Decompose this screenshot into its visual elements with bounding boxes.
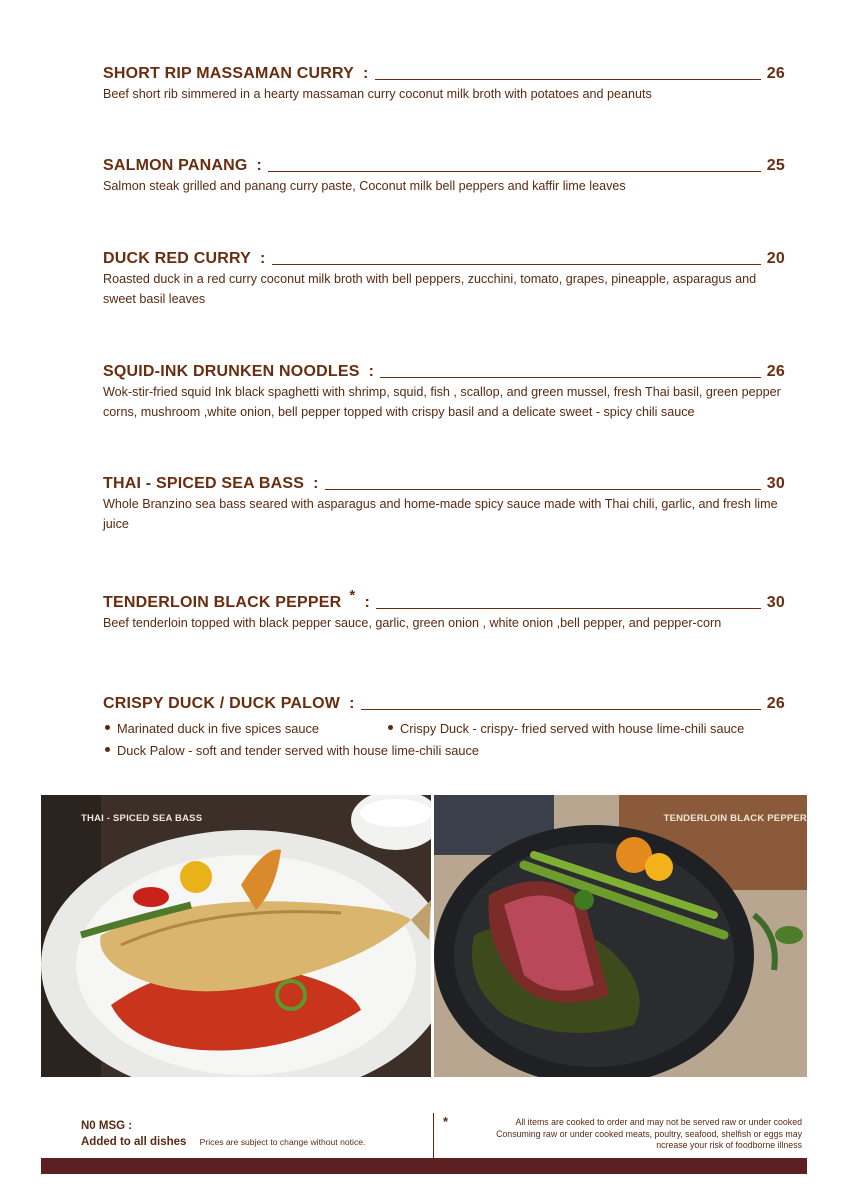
menu-item-price: 30 [766, 475, 785, 492]
menu-item-bullets [103, 718, 785, 766]
leader-line [380, 376, 761, 378]
leader-line [268, 170, 761, 172]
menu-item-name: TENDERLOIN BLACK PEPPER [103, 594, 342, 611]
photo-sea-bass [41, 795, 431, 1077]
msg-line-1: N0 MSG : [81, 1120, 133, 1132]
msg-line-2 [81, 1134, 365, 1150]
sea-bass-illustration [41, 795, 431, 1077]
menu-item-name: THAI - SPICED SEA BASS [103, 475, 305, 492]
menu-item-header [103, 362, 785, 382]
menu-item-description: Beef tenderloin topped with black pepper sauce, garlic, green onion , white onion ,bell pepper, and pepper-corn [103, 616, 722, 630]
tenderloin-illustration [434, 795, 807, 1077]
disclaimer-star: * [443, 1114, 449, 1129]
disclaimer [442, 1117, 802, 1152]
bullet-text: Duck Palow - soft and tender served with house lime-chili sauce [117, 743, 480, 758]
menu-item-description: Whole Branzino sea bass seared with asparagus and home-made spicy sauce made with Thai chili, garlic, and fresh lime juice [103, 497, 778, 531]
menu-item-header [103, 249, 785, 269]
menu-item-colon: : [349, 695, 355, 712]
menu-item-price: 26 [766, 695, 785, 712]
menu-item-header [103, 587, 785, 613]
menu-item-price: 20 [766, 250, 785, 267]
menu-item-price: 26 [766, 65, 785, 82]
bullet-item [105, 740, 479, 762]
menu-item-description: Wok-stir-fried squid Ink black spaghetti with shrimp, squid, fish , scallop, and green mussel, fresh Thai basil, green pepper corns, mushroom ,white onion, bell pepper topped with crispy basil and a delicate sweet - spicy chili sauce [103, 385, 781, 419]
menu-item-duck-red-curry [103, 249, 785, 309]
photo-caption: TENDERLOIN BLACK PEPPER [663, 813, 807, 824]
menu-item-description: Roasted duck in a red curry coconut milk broth with bell peppers, zucchini, tomato, grapes, pineapple, asparagus and sweet basil leaves [103, 272, 757, 306]
menu-item-colon: : [256, 157, 263, 174]
footer-bar [41, 1158, 807, 1174]
msg-line-2-text: Added to all dishes [81, 1136, 187, 1148]
menu-item-tenderloin [103, 587, 785, 633]
menu-item-sea-bass [103, 474, 785, 534]
menu-item-colon: : [260, 250, 266, 267]
leader-line [272, 263, 761, 265]
msg-note [81, 1118, 365, 1150]
menu-item-header [103, 156, 785, 176]
menu-item-description: Salmon steak grilled and panang curry paste, Coconut milk bell peppers and kaffir lime leaves [103, 179, 626, 193]
menu-item-colon: : [364, 594, 370, 611]
disclaimer-line: All items are cooked to order and may not be served raw or under cooked [515, 1117, 802, 1127]
menu-item-name: DUCK RED CURRY [103, 250, 251, 267]
leader-line [376, 607, 761, 609]
menu-item-header [103, 474, 785, 494]
menu-item-colon: : [368, 363, 375, 380]
bullet-dot-icon [105, 725, 110, 730]
bullet-dot-icon [105, 747, 110, 752]
menu-item-short-rib [103, 64, 785, 104]
menu-item-colon: : [313, 475, 319, 492]
disclaimer-line: ncrease your risk of foodborne illness [656, 1140, 802, 1150]
bullet-item [388, 718, 744, 740]
menu-item-description: Beef short rib simmered in a hearty massaman curry coconut milk broth with potatoes and peanuts [103, 87, 652, 101]
bullet-text: Crispy Duck - crispy- fried served with house lime-chili sauce [400, 721, 745, 736]
menu-item-colon: : [363, 65, 369, 82]
menu-item-name: SHORT RIP MASSAMAN CURRY [103, 65, 355, 82]
bullet-text: Marinated duck in five spices sauce [117, 721, 320, 736]
photo-caption: THAI - SPICED SEA BASS [81, 813, 203, 824]
leader-line [325, 488, 761, 490]
menu-item-squid-ink-noodles [103, 362, 785, 422]
menu-item-crispy-duck [103, 694, 785, 766]
bullet-dot-icon [388, 725, 393, 730]
disclaimer-line: Consuming raw or under cooked meats, poultry, seafood, shelfish or eggs may [496, 1128, 802, 1139]
menu-item-name: SQUID-INK DRUNKEN NOODLES [103, 363, 360, 380]
photo-tenderloin [434, 795, 807, 1077]
leader-line [375, 78, 761, 80]
menu-item-header [103, 694, 785, 714]
leader-line [361, 708, 761, 710]
price-note: Prices are subject to change without notice. [199, 1137, 366, 1147]
menu-item-price: 26 [766, 363, 785, 380]
bullet-item [105, 718, 319, 740]
menu-item-salmon-panang [103, 156, 785, 196]
menu-item-name: CRISPY DUCK / DUCK PALOW [103, 695, 341, 712]
menu-item-price: 30 [766, 594, 785, 611]
menu-item-name: SALMON PANANG [103, 157, 248, 174]
menu-item-price: 25 [766, 157, 785, 174]
raw-warning-star: * [349, 587, 356, 604]
footer-divider [433, 1113, 434, 1158]
menu-item-header [103, 64, 785, 84]
